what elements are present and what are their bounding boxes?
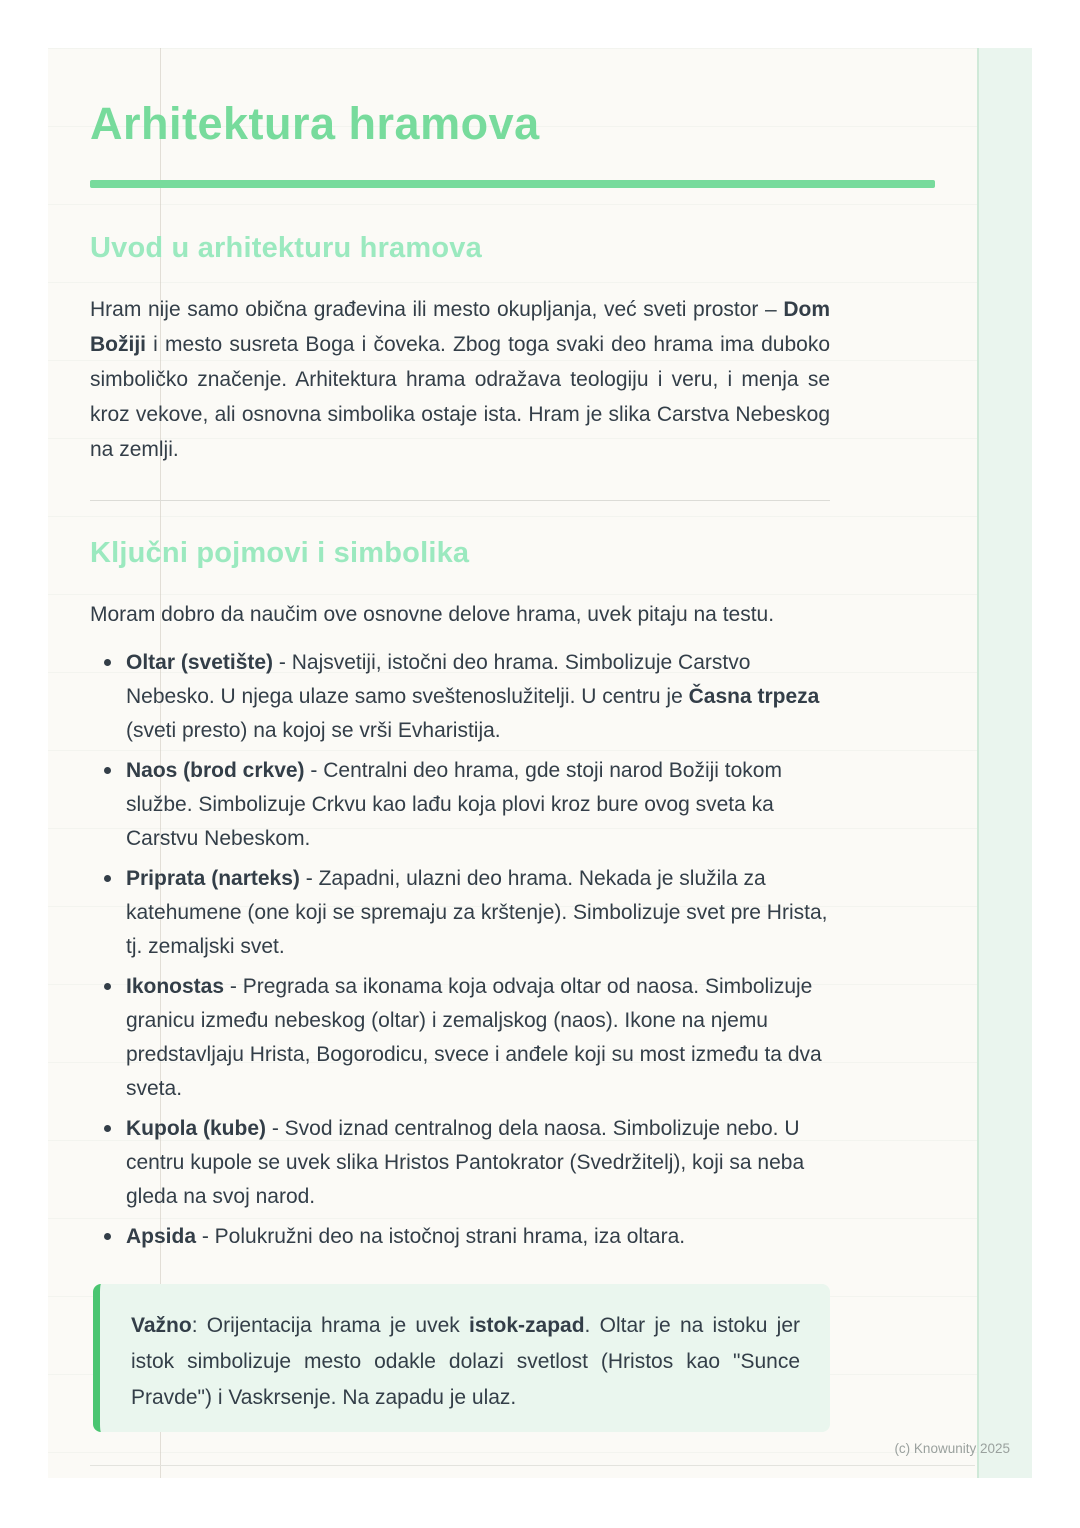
list-item-oltar (104, 646, 830, 748)
list-item-naos (104, 754, 830, 856)
bullet-icon (104, 767, 111, 774)
key-concepts-intro: Moram dobro da naučim ove osnovne delove hrama, uvek pitaju na testu. (90, 602, 775, 626)
page-edge-strip (977, 48, 1032, 1478)
copyright-footer: (c) Knowunity 2025 (894, 1441, 1010, 1456)
page-title: Arhitektura hramova (90, 98, 540, 149)
important-note-text: Važno: Orijentacija hrama je uvek istok-zapad. Oltar je na istoku jer istok simbolizuje mesto odakle dolazi svetlost (Hristos kao "Sunce Pravde") i Vaskrsenje. Na zapadu je ulaz. (131, 1313, 800, 1409)
bullet-icon (104, 1125, 111, 1132)
list-item-text: Oltar (svetište) - Najsvetiji, istočni deo hrama. Simbolizuje Carstvo Nebesko. U njega ulaze samo sveštenoslužitelji. U centru je Časna trpeza (sveti presto) na kojoj se vrši Evharistija. (126, 650, 820, 742)
bullet-icon (104, 983, 111, 990)
section-heading-intro: Uvod u arhitekturu hramova (90, 231, 482, 264)
list-item-priprata (104, 862, 830, 964)
list-item-text: Priprata (narteks) - Zapadni, ulazni deo hrama. Nekada je služila za katehumene (one koji se spremaju za krštenje). Simbolizuje svet pre Hrista, tj. zemaljski svet. (126, 866, 828, 958)
list-item-ikonostas (104, 970, 830, 1106)
list-item-apsida (104, 1220, 830, 1254)
bullet-icon (104, 875, 111, 882)
important-note-callout (93, 1284, 830, 1432)
section-divider (90, 500, 830, 501)
list-item-kupola (104, 1112, 830, 1214)
list-item-text: Kupola (kube) - Svod iznad centralnog dela naosa. Simbolizuje nebo. U centru kupole se uvek slika Hristos Pantokrator (Svedržitelj), koji sa neba gleda na svoj narod. (126, 1116, 805, 1208)
bullet-icon (104, 1233, 111, 1240)
list-item-text: Naos (brod crkve) - Centralni deo hrama, gde stoji narod Božiji tokom službe. Simbolizuje Crkvu kao lađu koja plovi kroz bure ovog sveta ka Carstvu Nebeskom. (126, 758, 782, 850)
list-item-text: Ikonostas - Pregrada sa ikonama koja odvaja oltar od naosa. Simbolizuje granicu između nebeskog (oltar) i zemaljskog (naos). Ikone na njemu predstavljaju Hrista, Bogorodicu, svece i anđele koji su most između ta dva sveta. (126, 974, 822, 1100)
section-heading-key-concepts: Ključni pojmovi i simbolika (90, 536, 470, 569)
intro-paragraph: Hram nije samo obična građevina ili mesto okupljanja, već sveti prostor – Dom Božiji i mesto susreta Boga i čoveka. Zbog toga svaki deo hrama ima duboko simboličko značenje. Arhitektura hrama odražava teologiju i veru, i menja se kroz vekove, ali osnovna simbolika ostaje ista. Hram je slika Carstva Nebeskog na zemlji. (90, 297, 830, 461)
note-page (48, 48, 1032, 1478)
list-item-text: Apsida - Polukružni deo na istočnoj strani hrama, iza oltara. (126, 1224, 686, 1248)
bullet-icon (104, 659, 111, 666)
page-bottom-rule (90, 1465, 975, 1466)
note-content (90, 48, 830, 1432)
title-underline (90, 180, 935, 188)
concept-list (90, 646, 830, 1254)
